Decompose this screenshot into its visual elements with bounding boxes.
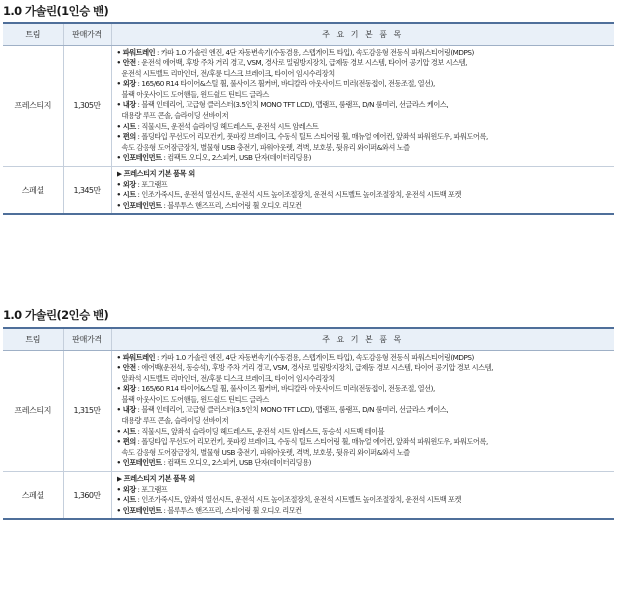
feature-line [117,427,611,438]
feature-line [117,384,611,395]
feature-text: : 인조가죽시트, 앞좌석 열선시트, 운전석 시트 높이조절장치, 운전석 시트벨트 높이조절장치, 운전석 시트백 포켓 [135,495,462,505]
feature-category: • 외장 [116,484,136,494]
feature-line [117,201,611,212]
feature-category: • 인포테인먼트 [116,153,162,163]
feature-category: • 인포테인먼트 [116,200,162,210]
feature-text: 블랙 아웃사이드 도어핸들, 윈드쉴드 틴티드 글라스 [121,394,269,404]
feature-category: • 시트 [116,426,136,436]
trim-header: 트림 [3,23,63,45]
feature-text: : 폴딩타입 무선도어 리모컨키, 풋파킹 브레이크, 수동식 틸트 스티어링 휠, 매뉴얼 에어컨, 앞좌석 파워윈도우, 파워도어록, [135,437,488,447]
feature-line [117,90,611,101]
feature-category: • 시트 [116,495,136,505]
feature-line [117,416,611,427]
feature-line [117,100,611,111]
feature-text: : 컴팩트 오디오, 2스피커, USB 단자(데이터리딩용) [161,458,311,468]
feature-category: • 시트 [116,121,136,131]
price-cell: 1,315만 [63,350,111,472]
table-header-row [3,23,614,45]
section-title-1-seat-van: 1.0 가솔린(1인승 밴) [3,4,109,18]
table-header-row [3,328,614,350]
feature-text: 앞좌석 시트벨트 리마인더, 전/후륜 디스크 브레이크, 타이어 임시수리장치 [121,373,335,383]
feature-category: • 인포테인먼트 [116,458,162,468]
feature-line [117,485,611,496]
feature-text: : 운전석 에어백, 후방 주차 거리 경고, VSM, 경사로 밀림방지장치, 급제동 경보 시스템, 타이어 공기압 경보 시스템, [135,58,467,68]
feature-line [117,180,611,191]
feature-category: • 안전 [116,363,136,373]
feature-category: • 편의 [116,437,136,447]
inherited-items-heading: ▶ 프레스티지 기본 품목 외 [116,474,195,484]
feature-category: • 외장 [116,79,136,89]
feature-category: • 내장 [116,100,136,110]
feature-text: : 블루투스 핸즈프리, 스티어링 휠 오디오 리모컨 [161,505,302,515]
feature-line [117,353,611,364]
spec-table-2-seat-van [3,327,614,520]
feature-text: : 카파 1.0 가솔린 엔진, 4단 자동변속기(수동겸용, 스텝게이트 타입), 속도감응형 전동식 파워스티어링(MDPS) [155,352,474,362]
trim-name-cell: 프레스티지 [3,350,63,472]
feature-category: • 파워트레인 [116,47,156,57]
feature-text: : 컴팩트 오디오, 2스피커, USB 단자(데이터리딩용) [161,153,311,163]
trim-name-cell: 스페셜 [3,167,63,215]
feature-category: • 파워트레인 [116,352,156,362]
main-items-header: 주 요 기 본 품 목 [111,23,614,45]
trim-row [3,167,614,215]
inherited-items-heading: ▶ 프레스티지 기본 품목 외 [116,169,195,179]
feature-category: • 내장 [116,405,136,415]
feature-text: : 직물시트, 앞좌석 슬라이딩 헤드레스트, 운전석 시트 암레스트, 동승석 시트백 테이블 [135,426,385,436]
feature-category: • 외장 [116,384,136,394]
feature-text: : 인조가죽시트, 운전석 열선시트, 운전석 시트 높이조절장치, 운전석 시트벨트 높이조절장치, 운전석 시트백 포켓 [135,190,462,200]
feature-text: : 블루투스 핸즈프리, 스티어링 휠 오디오 리모컨 [161,200,302,210]
feature-text: : 블랙 인테리어, 고급형 클러스터(3.5인치 MONO TFT LCD), 맵램프, 룸램프, D/N 룸미러, 선글라스 케이스, [135,100,449,110]
feature-text: : 직물시트, 운전석 슬라이딩 헤드레스트, 운전석 시트 암레스트 [135,121,319,131]
section-title-2-seat-van: 1.0 가솔린(2인승 밴) [3,308,109,322]
features-cell [111,472,614,520]
feature-line [117,395,611,406]
trim-row [3,45,614,167]
feature-line [117,69,611,80]
spec-table-1-seat-van [3,22,614,215]
feature-text: 속도 감응형 도어잠금장치, 별물형 USB 충전기, 파워아웃렛, 격벽, 보호봉, 뒷유리 와이퍼&와셔 노즐 [121,142,410,152]
feature-text: : 폴딩타입 무선도어 리모컨키, 풋파킹 브레이크, 수동식 틸트 스티어링 휠, 매뉴얼 에어컨, 앞좌석 파워윈도우, 파워도어록, [135,132,488,142]
feature-line [117,405,611,416]
main-items-header: 주 요 기 본 품 목 [111,328,614,350]
feature-line [117,143,611,154]
feature-text: : 포그램프 [135,484,168,494]
features-cell [111,350,614,472]
feature-text: 운전석 시트벨트 리마인더, 전/후륜 디스크 브레이크, 타이어 임시수리장치 [121,68,335,78]
feature-line [117,58,611,69]
feature-line [117,363,611,374]
feature-line [117,79,611,90]
feature-line [117,506,611,517]
feature-category: • 편의 [116,132,136,142]
feature-category: • 안전 [116,58,136,68]
trim-row [3,350,614,472]
feature-line [117,122,611,133]
feature-line [117,48,611,59]
features-cell [111,45,614,167]
feature-text: : 165/60 R14 타이어&스틸 휠, 풀사이즈 휠커버, 바디칼라 아웃사이드 미러(전동접이, 전동조절, 열선), [135,79,435,89]
feature-line [117,458,611,469]
feature-category: • 시트 [116,190,136,200]
price-cell: 1,360만 [63,472,111,520]
price-cell: 1,345만 [63,167,111,215]
feature-line [117,132,611,143]
feature-line [117,153,611,164]
feature-line [117,190,611,201]
trim-row [3,472,614,520]
feature-text: : 블랙 인테리어, 고급형 클러스터(3.5인치 MONO TFT LCD), 맵램프, 룸램프, D/N 룸미러, 선글라스 케이스, [135,405,449,415]
feature-line [117,437,611,448]
feature-category: • 외장 [116,179,136,189]
feature-line [117,374,611,385]
trim-name-cell: 프레스티지 [3,45,63,167]
feature-text: 대용량 루프 콘솔, 슬라이딩 선바이저 [121,416,229,426]
feature-text: : 카파 1.0 가솔린 엔진, 4단 자동변속기(수동겸용, 스텝게이트 타입), 속도감응형 전동식 파워스티어링(MDPS) [155,47,474,57]
features-cell [111,167,614,215]
feature-text: 블랙 아웃사이드 도어핸들, 윈드쉴드 틴티드 글라스 [121,89,269,99]
feature-category: • 인포테인먼트 [116,505,162,515]
feature-line [117,448,611,459]
feature-text: 속도 감응형 도어잠금장치, 별물형 USB 충전기, 파워아웃렛, 격벽, 보호봉, 뒷유리 와이퍼&와셔 노즐 [121,447,410,457]
feature-text: : 에어백(운전석, 동승석), 후방 주차 거리 경고, VSM, 경사로 밀림방지장치, 급제동 경보 시스템, 타이어 공기압 경보 시스템, [135,363,493,373]
feature-line [117,495,611,506]
trim-header: 트림 [3,328,63,350]
feature-line [117,111,611,122]
price-header: 판매가격 [63,328,111,350]
price-cell: 1,305만 [63,45,111,167]
feature-text: : 포그램프 [135,179,168,189]
feature-text: : 165/60 R14 타이어&스틸 휠, 풀사이즈 휠커버, 바디칼라 아웃사이드 미러(전동접이, 전동조절, 열선), [135,384,435,394]
feature-text: 대용량 루프 콘솔, 슬라이딩 선바이저 [121,111,229,121]
trim-name-cell: 스페셜 [3,472,63,520]
price-header: 판매가격 [63,23,111,45]
